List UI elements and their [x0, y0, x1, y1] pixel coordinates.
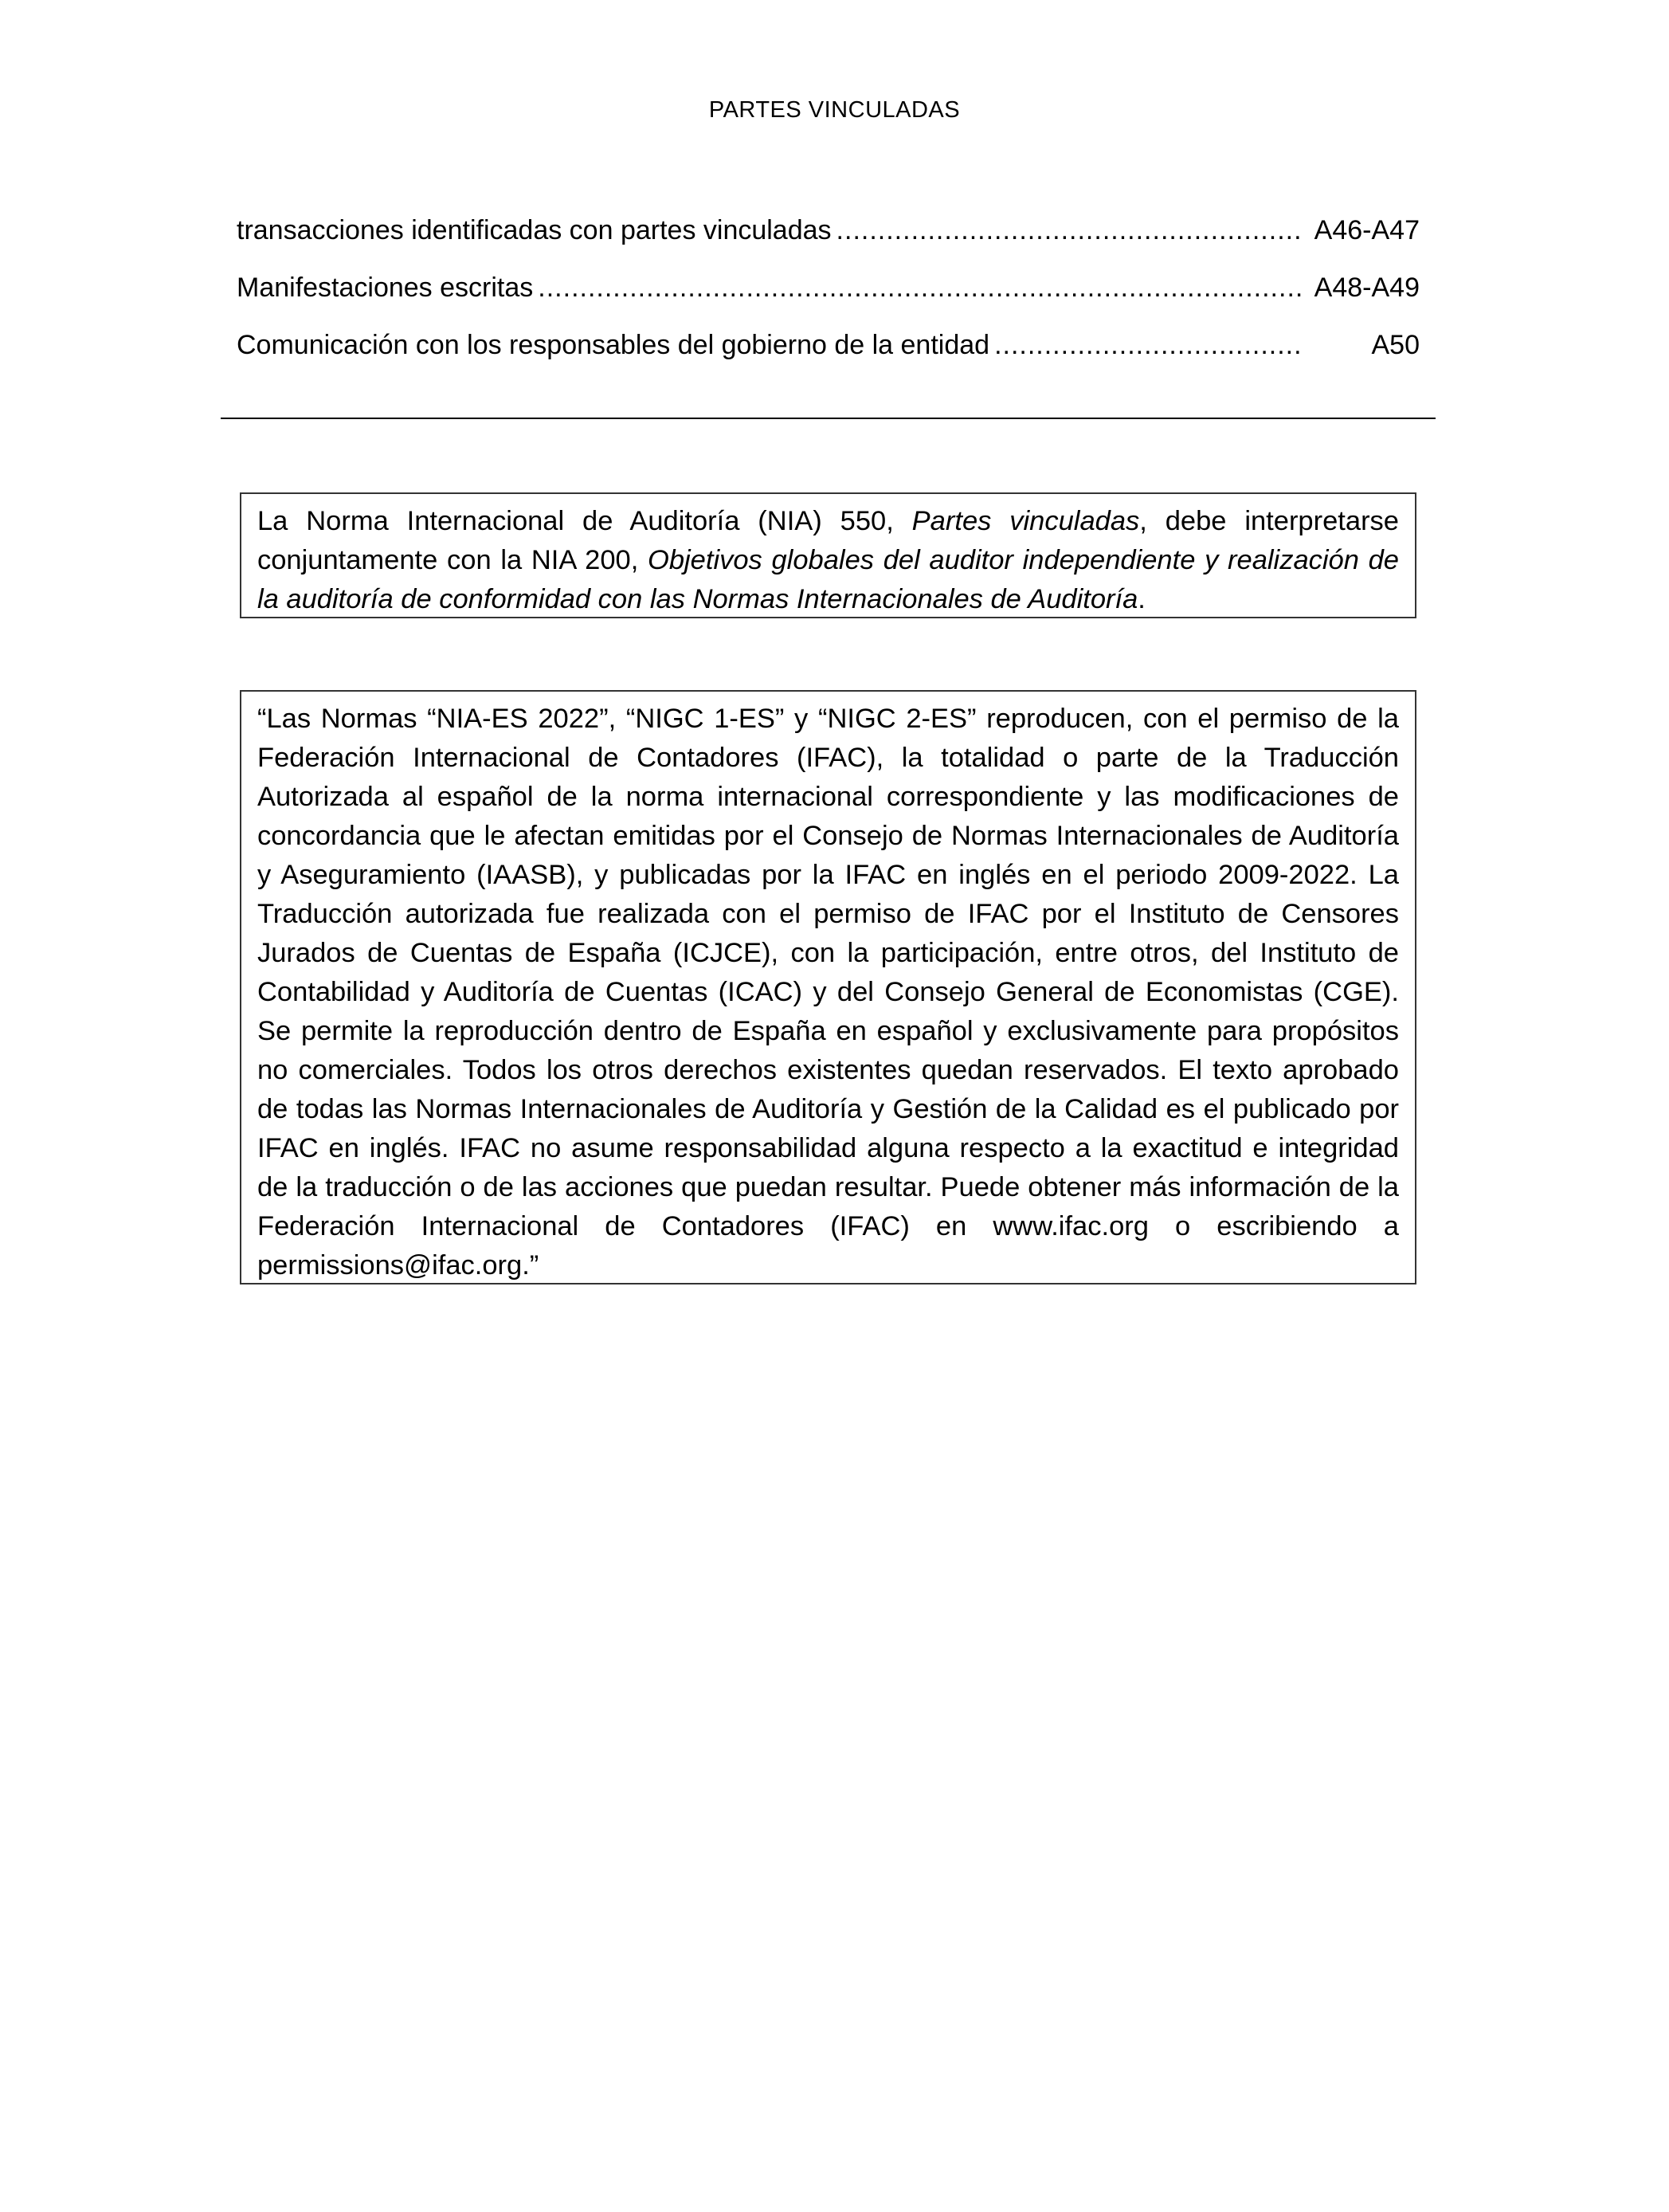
notice-text-3: .: [1138, 584, 1146, 614]
table-of-contents: [237, 215, 1420, 387]
notice-text-2: , debe interpretarse conjuntamente con la NIA 200,: [257, 506, 1399, 575]
toc-entry-ref: A46-A47: [1314, 215, 1420, 245]
toc-entry: [237, 215, 1420, 273]
notice-italic-1: Partes vinculadas: [911, 506, 1140, 536]
notice-box: [240, 492, 1416, 618]
page-header: PARTES VINCULADAS: [708, 97, 961, 123]
permission-paragraph: “Las Normas “NIA-ES 2022”, “NIGC 1-ES” y “NIGC 2-ES” reproducen, con el permiso de la Federación Internacional de Contadores (IFAC), la totalidad o parte de la Traducción Autorizada al español de la norma internacional correspondiente y las modificaciones de concordancia que le afectan emitidas por el Consejo de Normas Internacionales de Auditoría y Aseguramiento (IAASB), y publicadas por la IFAC en inglés en el periodo 2009-2022. La Traducción autorizada fue realizada con el permiso de IFAC por el Instituto de Censores Jurados de Cuentas de España (ICJCE), con la participación, entre otros, del Instituto de Contabilidad y Auditoría de Cuentas (ICAC) y del Consejo General de Economistas (CGE). Se permite la reproducción dentro de España en español y exclusivamente para propósitos no comerciales. Todos los otros derechos existentes quedan reservados. El texto aprobado de todas las Normas Internacionales de Auditoría y Gestión de la Calidad es el publicado por IFAC en inglés. IFAC no asume responsabilidad alguna respecto a la exactitud e integridad de la traducción o de las acciones que puedan resultar. Puede obtener más información de la Federación Internacional de Contadores (IFAC) en www.ifac.org o escribiendo a permissions@ifac.org.”: [257, 704, 1399, 1281]
toc-leader-dots: [836, 215, 1303, 246]
toc-entry: [237, 273, 1420, 330]
notice-text-1: La Norma Internacional de Auditoría (NIA) 550,: [257, 506, 912, 536]
toc-entry-ref: A48-A49: [1314, 273, 1420, 303]
toc-entry-label: transacciones identificadas con partes vinculadas: [237, 215, 832, 245]
toc-leader-dots: [538, 273, 1303, 304]
notice-italic-2: Objetivos globales del auditor independiente y realización de la auditoría de conformidad con las Normas Internacionales de Auditoría: [257, 545, 1399, 614]
toc-entry-label: Comunicación con los responsables del gobierno de la entidad: [237, 330, 990, 360]
permission-box: [240, 690, 1416, 1284]
horizontal-separator: [221, 418, 1436, 419]
notice-paragraph: [257, 502, 1399, 619]
toc-entry-ref: A50: [1371, 330, 1420, 360]
toc-entry: [237, 330, 1420, 387]
toc-entry-label: Manifestaciones escritas: [237, 273, 534, 303]
toc-leader-dots: [994, 330, 1303, 361]
